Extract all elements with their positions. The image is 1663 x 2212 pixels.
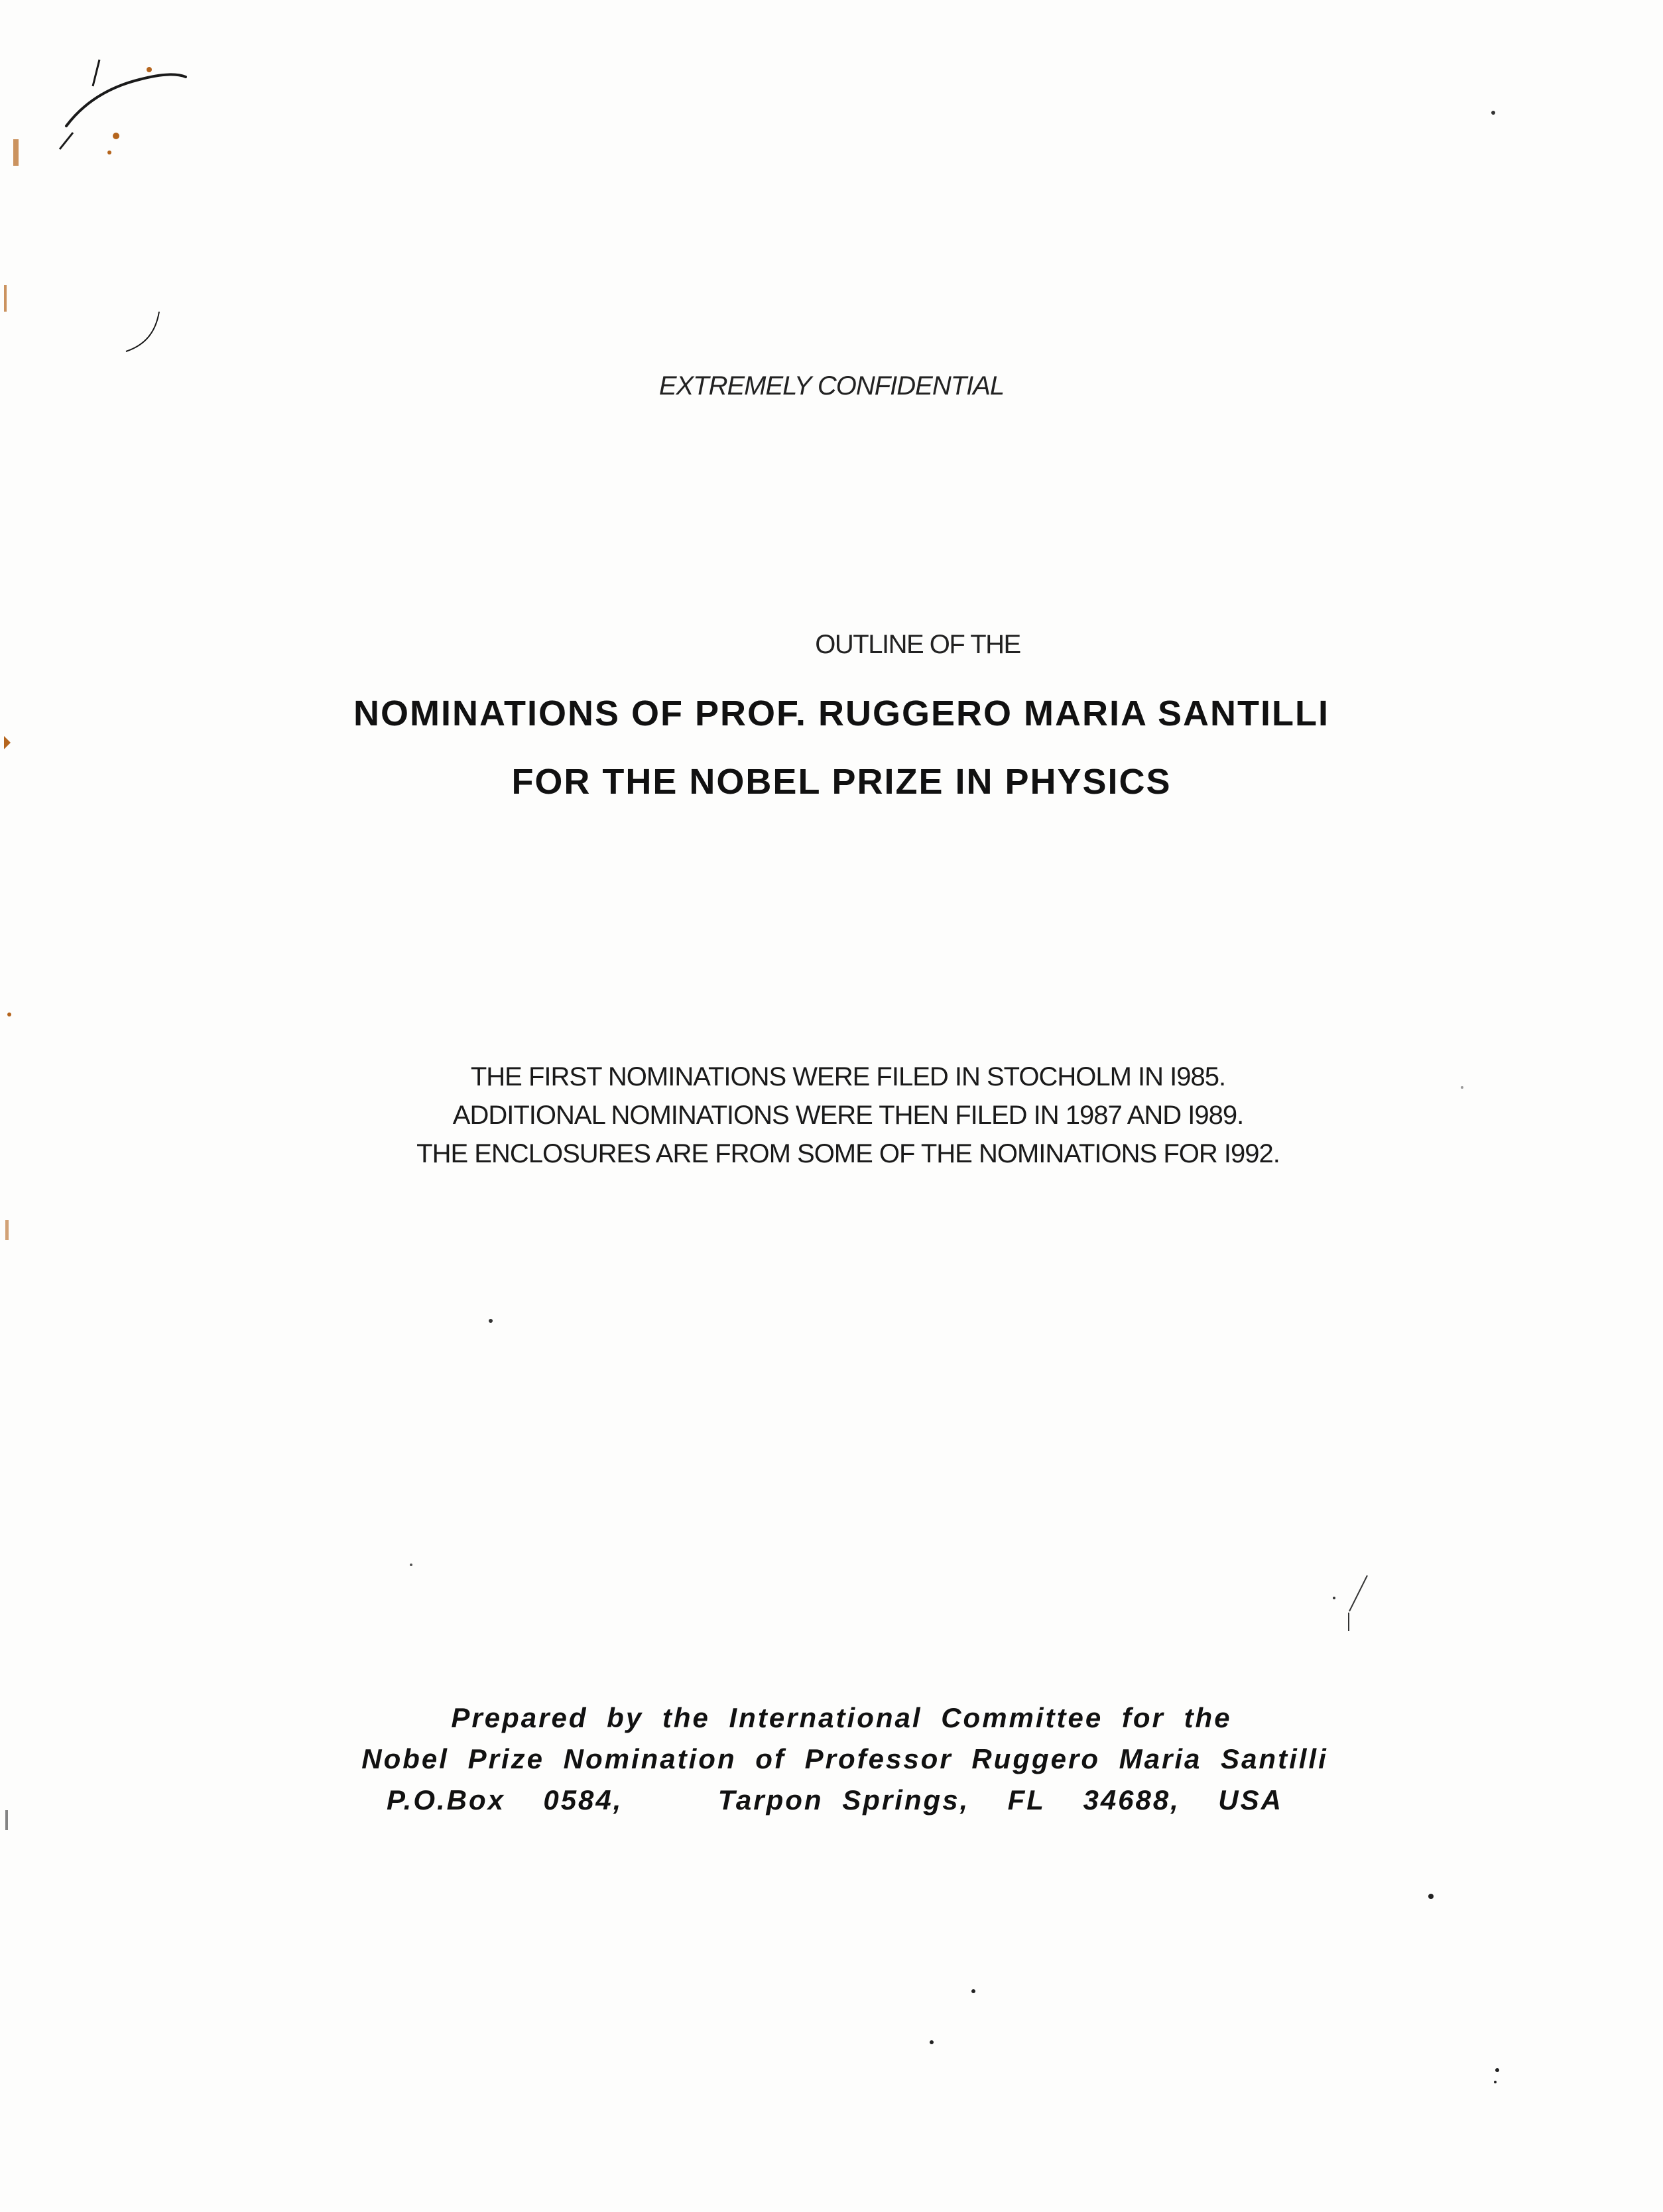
confidential-label: EXTREMELY CONFIDENTIAL [658, 371, 1005, 400]
statement-line: THE FIRST NOMINATIONS WERE FILED IN STOCHOLM IN I985. [470, 1062, 1226, 1091]
document-title-line-1: NOMINATIONS OF PROF. RUGGERO MARIA SANTILLI [353, 694, 1329, 733]
prepared-by-block [0, 1697, 1663, 1821]
statement-line: THE ENCLOSURES ARE FROM SOME OF THE NOMINATIONS FOR I992. [416, 1139, 1280, 1168]
prepared-by-line-1: Prepared by the International Committee for the [451, 1702, 1232, 1733]
document-title-line-2: FOR THE NOBEL PRIZE IN PHYSICS [511, 762, 1172, 802]
prepared-by-line-2: Nobel Prize Nomination of Professor Ruggero Maria Santilli [361, 1743, 1328, 1774]
prepared-by-address: P.O.Box 0584, Tarpon Springs, FL 34688, USA [387, 1784, 1283, 1815]
statement-line: ADDITIONAL NOMINATIONS WERE THEN FILED IN 1987 AND I989. [452, 1101, 1244, 1130]
nomination-statements [0, 1058, 1663, 1173]
title-preface: OUTLINE OF THE [815, 630, 1020, 659]
